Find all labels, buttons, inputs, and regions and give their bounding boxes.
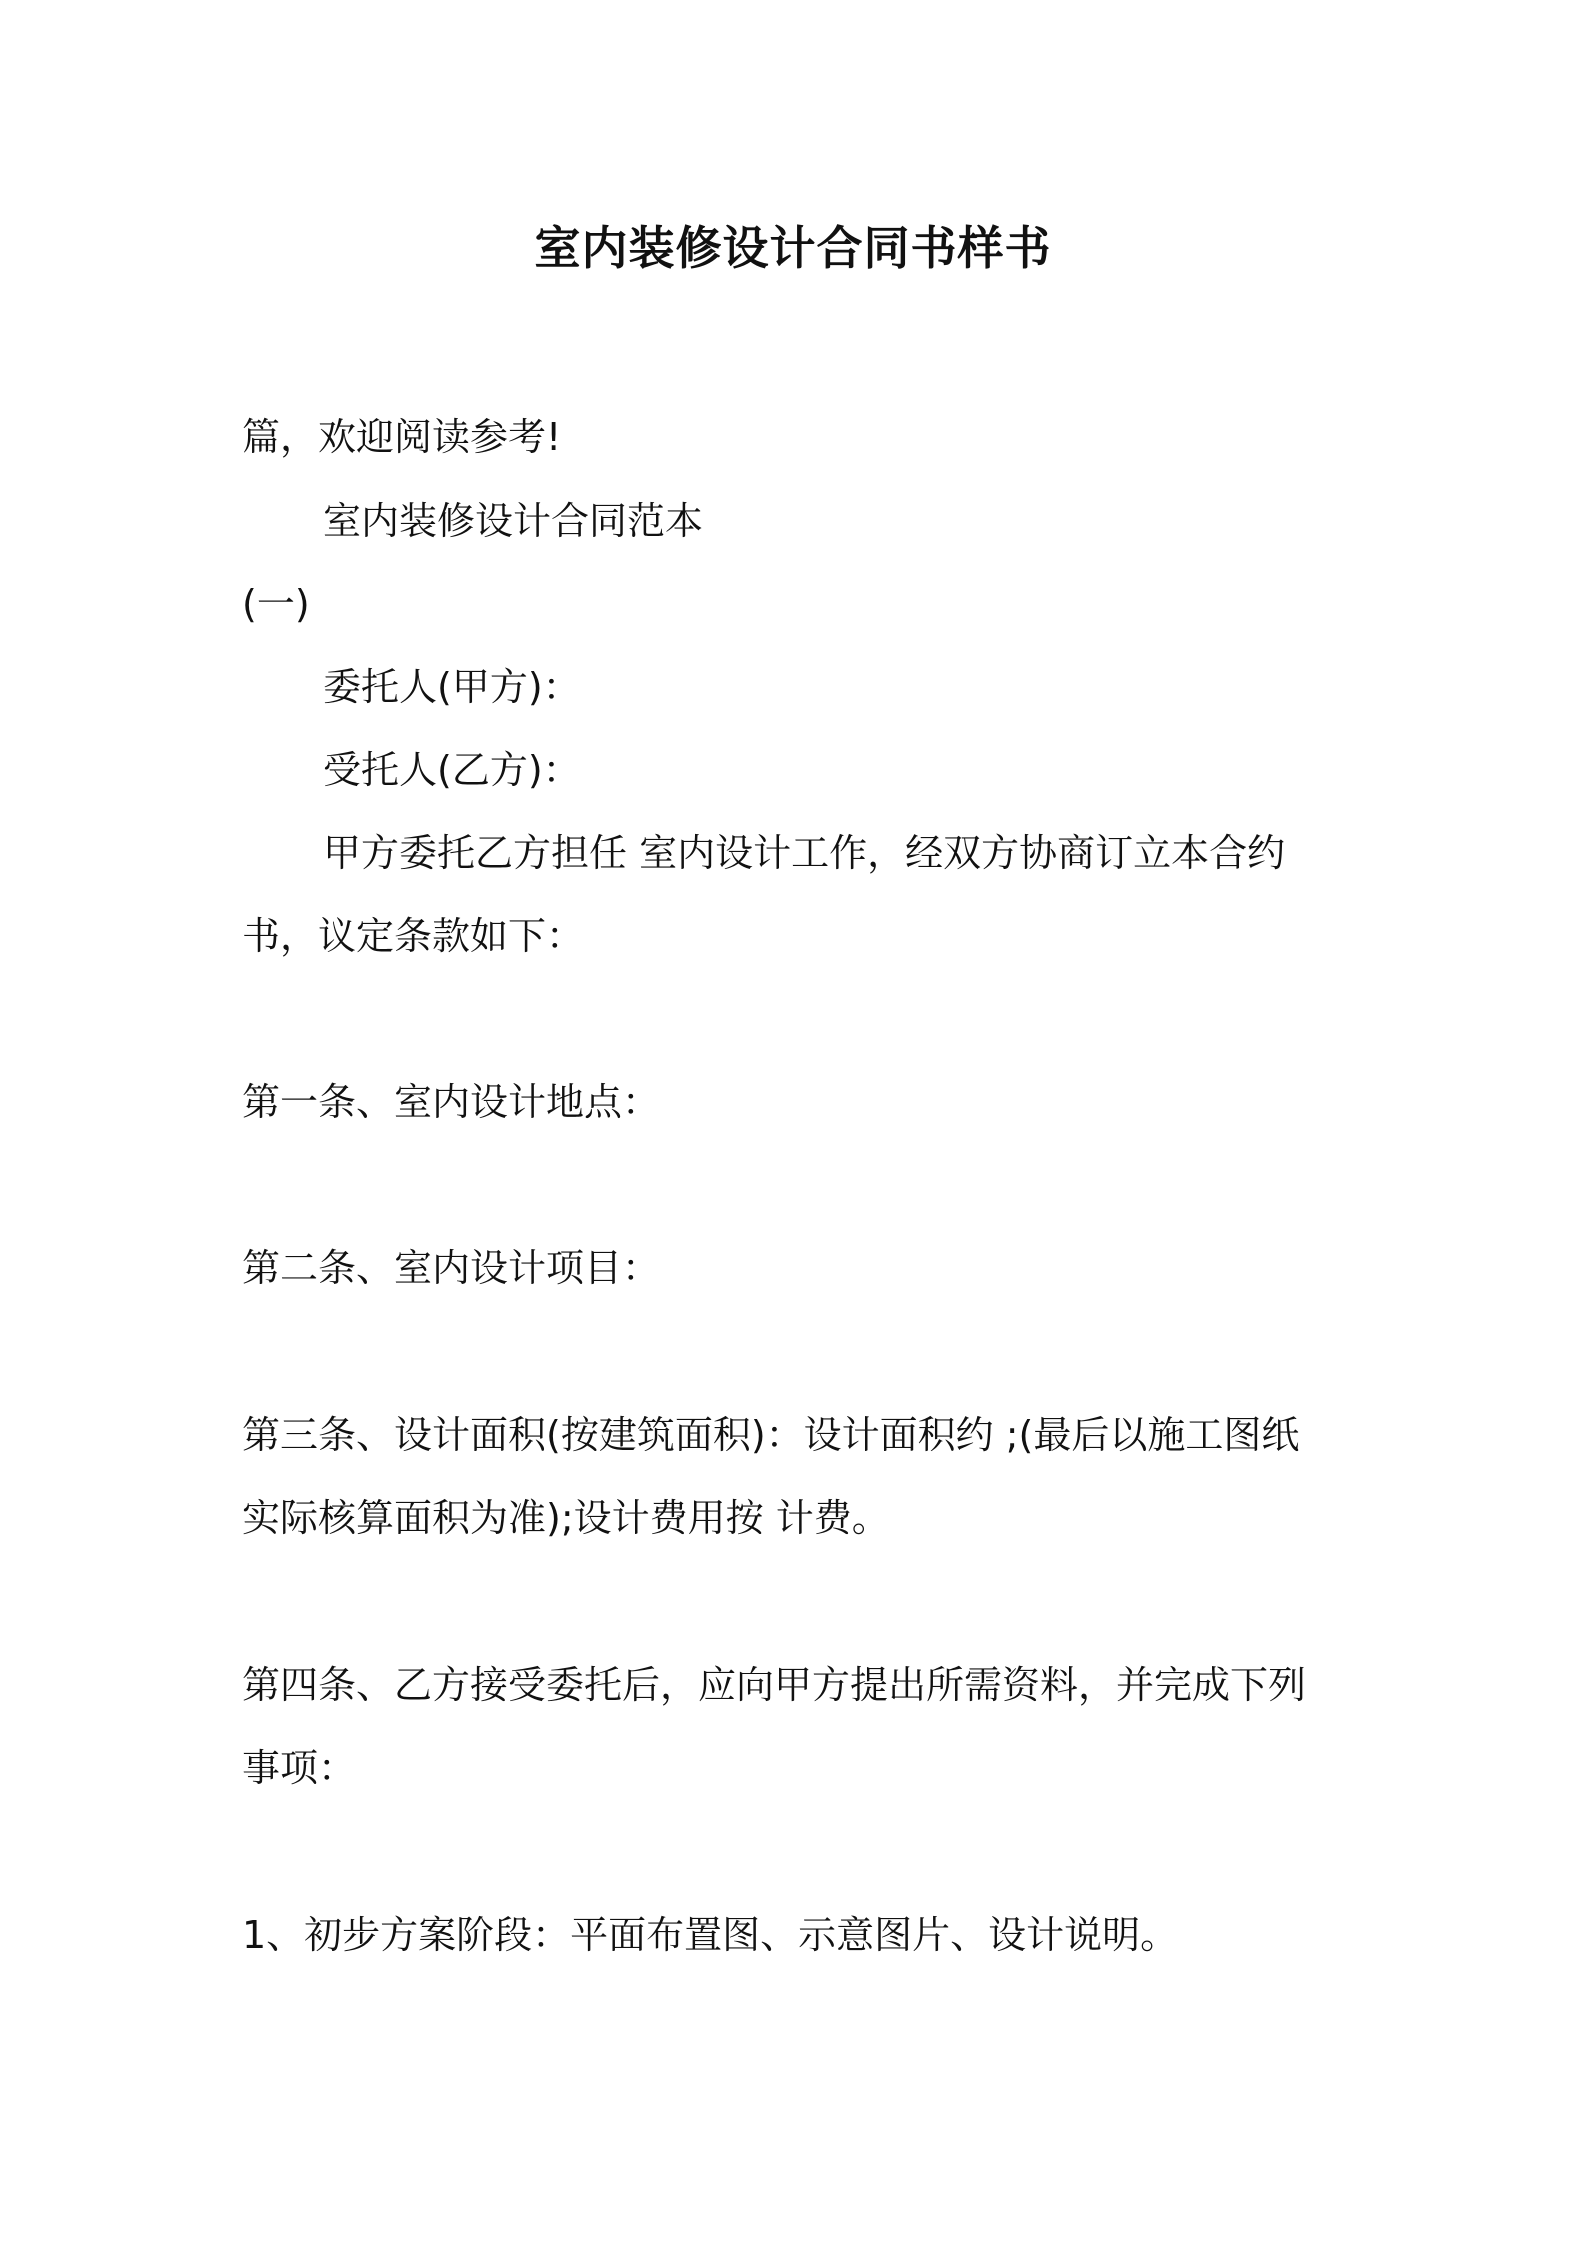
article-4-line-1: 第四条、乙方接受委托后，应向甲方提出所需资料，并完成下列 xyxy=(242,1663,1307,1707)
article-3-line-1: 第三条、设计面积(按建筑面积)：设计面积约 ;(最后以施工图纸 xyxy=(242,1413,1300,1457)
list-item-1: 1、初步方案阶段：平面布置图、示意图片、设计说明。 xyxy=(242,1913,1179,1957)
article-4-line-2: 事项： xyxy=(242,1746,357,1790)
party-b-line: 受托人(乙方)： xyxy=(323,748,581,792)
section-mark: (一) xyxy=(242,582,310,626)
article-2: 第二条、室内设计项目： xyxy=(242,1246,661,1290)
preamble-line-2: 书，议定条款如下： xyxy=(242,914,585,958)
article-3-line-2: 实际核算面积为准);设计费用按 计费。 xyxy=(242,1496,890,1540)
party-a-line: 委托人(甲方)： xyxy=(323,665,581,709)
document-title: 室内装修设计合同书样书 xyxy=(534,221,1052,275)
template-name: 室内装修设计合同范本 xyxy=(323,499,704,543)
article-1: 第一条、室内设计地点： xyxy=(242,1080,661,1124)
intro-text: 篇，欢迎阅读参考! xyxy=(242,415,562,459)
preamble-line-1: 甲方委托乙方担任 室内设计工作，经双方协商订立本合约 xyxy=(323,831,1286,875)
